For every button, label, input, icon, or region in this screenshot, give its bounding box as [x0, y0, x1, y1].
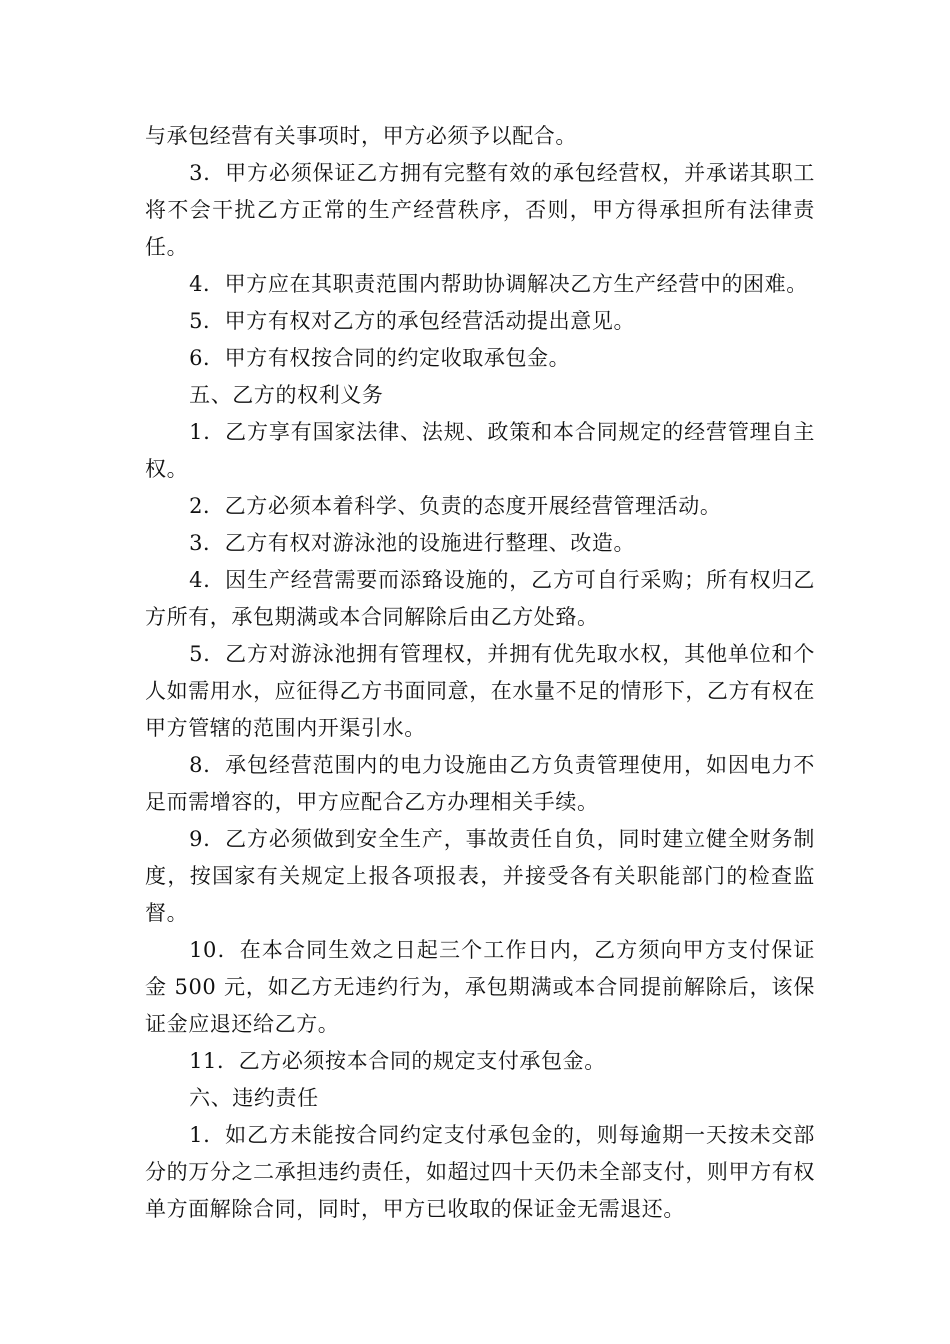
clause-4-6: 6．甲方有权按合同的约定收取承包金。	[189, 346, 571, 370]
clause-5-9: 9．乙方必须做到安全生产，事故责任自负，同时建立健全财务制度，按国家有关规定上报各项报表，并接受各有关职能部门的检查监督。	[145, 827, 815, 925]
clause-5-5: 5．乙方对游泳池拥有管理权，并拥有优先取水权，其他单位和个人如需用水，应征得乙方书面同意，在水量不足的情形下，乙方有权在甲方管辖的范围内开渠引水。	[145, 642, 815, 740]
section-heading-5: 五、乙方的权利义务	[189, 383, 384, 407]
clause-6-1: 1．如乙方未能按合同约定支付承包金的，则每逾期一天按未交部分的万分之二承担违约责任，如超过四十天仍未全部支付，则甲方有权单方面解除合同，同时，甲方已收取的保证金无需退还。	[145, 1123, 815, 1221]
clause-5-10: 10．在本合同生效之日起三个工作日内，乙方须向甲方支付保证金 500 元，如乙方无违约行为，承包期满或本合同提前解除后，该保证金应退还给乙方。	[145, 938, 815, 1036]
clause-5-3: 3．乙方有权对游泳池的设施进行整理、改造。	[189, 531, 636, 555]
clause-5-4: 4．因生产经营需要而添臵设施的，乙方可自行采购；所有权归乙方所有，承包期满或本合同解除后由乙方处臵。	[145, 568, 815, 629]
clause-4-5: 5．甲方有权对乙方的承包经营活动提出意见。	[189, 309, 636, 333]
clause-5-1: 1．乙方享有国家法律、法规、政策和本合同规定的经营管理自主权。	[145, 420, 815, 481]
clause-5-2: 2．乙方必须本着科学、负责的态度开展经营管理活动。	[189, 494, 722, 518]
clause-5-8: 8．承包经营范围内的电力设施由乙方负责管理使用，如因电力不足而需增容的，甲方应配合乙方办理相关手续。	[145, 753, 815, 814]
clause-4-4: 4．甲方应在其职责范围内帮助协调解决乙方生产经营中的困难。	[189, 272, 808, 296]
clause-5-11: 11．乙方必须按本合同的规定支付承包金。	[189, 1049, 606, 1073]
clause-4-3: 3．甲方必须保证乙方拥有完整有效的承包经营权，并承诺其职工将不会干扰乙方正常的生产经营秩序，否则，甲方得承担所有法律责任。	[145, 161, 815, 259]
section-heading-6: 六、违约责任	[189, 1086, 319, 1110]
paragraph-continuation: 与承包经营有关事项时，甲方必须予以配合。	[145, 124, 577, 148]
document-body	[145, 118, 815, 1228]
